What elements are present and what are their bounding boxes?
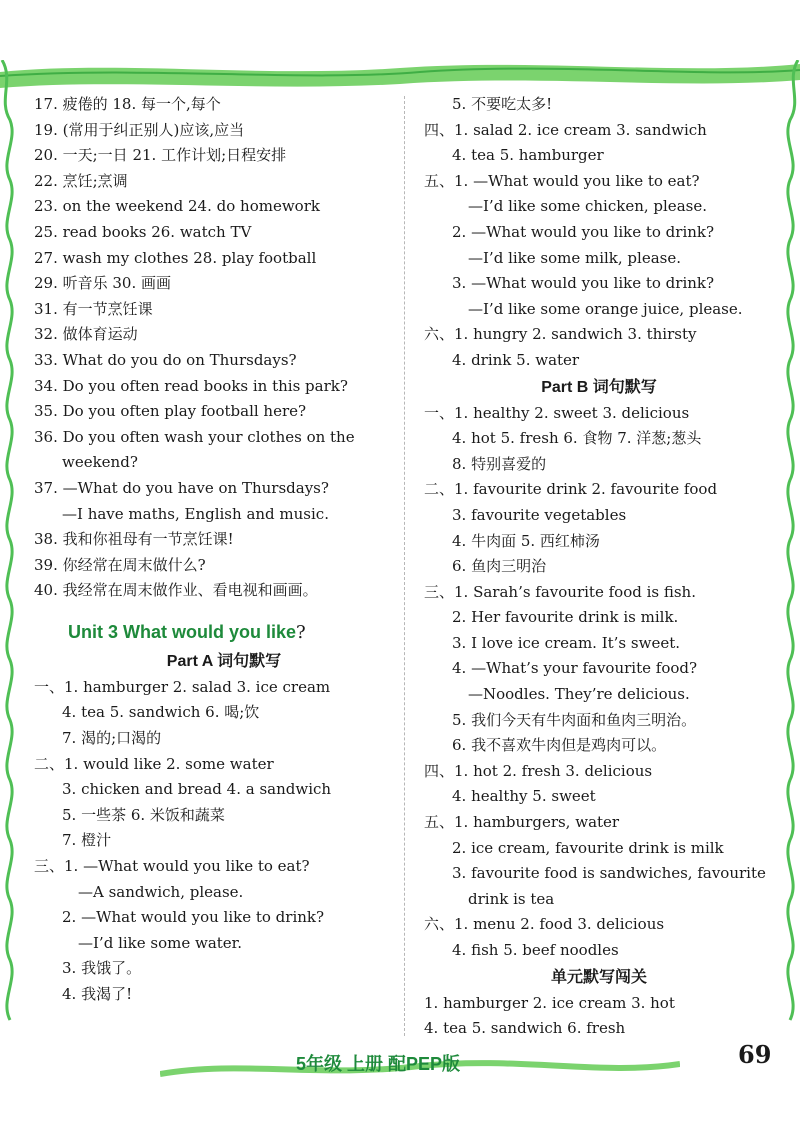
answer-line: 40. 我经常在周末做作业、看电视和画画。 — [34, 581, 318, 600]
answer-line: 2. —What would you like to drink? — [452, 222, 715, 241]
part-b-heading: Part B 词句默写 — [541, 378, 657, 396]
answer-line: 三、1. —What would you like to eat? — [34, 857, 310, 876]
answer-line: 5. 不要吃太多! — [452, 95, 553, 113]
answer-line: 6. 鱼肉三明治 — [452, 557, 547, 576]
answer-line: 20. 一天;一日 21. 工作计划;日程安排 — [34, 146, 287, 165]
answer-line: 4. healthy 5. sweet — [452, 787, 596, 806]
answer-line: 3. favourite vegetables — [452, 505, 627, 524]
answer-line: 4. tea 5. sandwich 6. fresh — [424, 1019, 626, 1038]
answer-line: drink is tea — [468, 889, 555, 908]
answer-line: 7. 渴的;口渴的 — [62, 729, 162, 748]
answer-line: 4. 牛肉面 5. 西红柿汤 — [452, 531, 600, 550]
answer-line: 六、1. menu 2. food 3. delicious — [424, 915, 665, 934]
unit-check-heading: 单元默写闯关 — [550, 968, 647, 986]
answer-line: 32. 做体育运动 — [34, 325, 138, 344]
answer-line: 7. 橙汁 — [62, 831, 112, 850]
unit-3-title — [34, 612, 414, 648]
left-answer-column — [34, 92, 414, 1008]
answer-line: 2. Her favourite drink is milk. — [452, 608, 679, 627]
answer-line: 2. ice cream, favourite drink is milk — [452, 838, 724, 857]
answer-line: 36. Do you often wash your clothes on the — [34, 427, 355, 446]
answer-line: 22. 烹饪;烹调 — [34, 171, 128, 190]
answer-line: 3. 我饿了。 — [62, 959, 142, 978]
answer-line: 23. on the weekend 24. do homework — [34, 197, 320, 216]
part-b-answer-lines — [424, 401, 774, 964]
unit-title-text: Unit 3 What would you like — [68, 621, 297, 642]
answer-line: —A sandwich, please. — [78, 882, 244, 901]
answer-line: 三、1. Sarah’s favourite food is fish. — [424, 582, 696, 601]
answer-line: 34. Do you often read books in this park? — [34, 376, 348, 395]
answer-line: 6. 我不喜欢牛肉但是鸡肉可以。 — [452, 736, 667, 755]
answer-line: —I’d like some orange juice, please. — [468, 299, 743, 318]
right-answer-column — [424, 92, 774, 1042]
answer-line: 4. —What’s your favourite food? — [452, 659, 698, 678]
answer-line: —I’d like some milk, please. — [468, 248, 681, 267]
answer-line: 五、1. —What would you like to eat? — [424, 171, 700, 190]
answer-line: —I’d like some chicken, please. — [468, 197, 707, 216]
part-a-heading: Part A 词句默写 — [166, 652, 282, 670]
answer-line: 4. 我渴了! — [62, 985, 133, 1003]
answer-line: —I’d like some water. — [78, 933, 242, 952]
answer-line: 四、1. salad 2. ice cream 3. sandwich — [424, 120, 707, 139]
answer-line: 4. drink 5. water — [452, 350, 580, 369]
answer-line: 31. 有一节烹饪课 — [34, 299, 153, 318]
answer-line: 1. hamburger 2. ice cream 3. hot — [424, 993, 675, 1012]
left-answer-lines — [34, 92, 414, 604]
answer-line: —I have maths, English and music. — [62, 504, 329, 523]
answer-line: —Noodles. They’re delicious. — [468, 685, 690, 704]
right-decorative-border — [784, 60, 800, 1040]
answer-line: 17. 疲倦的 18. 每一个,每个 — [34, 95, 221, 113]
answer-line: 五、1. hamburgers, water — [424, 813, 620, 832]
answer-line: 5. 一些茶 6. 米饭和蔬菜 — [62, 805, 225, 824]
part-a-answer-lines — [34, 675, 414, 1008]
answer-line: 27. wash my clothes 28. play football — [34, 248, 317, 267]
answer-line: 37. —What do you have on Thursdays? — [34, 478, 329, 497]
answer-line: 4. hot 5. fresh 6. 食物 7. 洋葱;葱头 — [452, 429, 702, 448]
answer-line: weekend? — [62, 453, 138, 472]
answer-line: 39. 你经常在周末做什么? — [34, 555, 206, 574]
right-answer-lines — [424, 92, 774, 374]
answer-line: 3. favourite food is sandwiches, favourite — [452, 864, 766, 883]
left-decorative-border — [0, 60, 16, 1040]
answer-line: 35. Do you often play football here? — [34, 402, 307, 421]
answer-line: 六、1. hungry 2. sandwich 3. thirsty — [424, 325, 697, 344]
answer-line: 一、1. healthy 2. sweet 3. delicious — [424, 403, 690, 422]
unit-title-question-mark: ? — [296, 621, 306, 643]
answer-line: 29. 听音乐 30. 画画 — [34, 274, 172, 293]
answer-line: 3. I love ice cream. It’s sweet. — [452, 633, 680, 652]
answer-line: 19. (常用于纠正别人)应该,应当 — [34, 120, 245, 139]
footer-grade-text: 5年级 上册 配PEP版 — [296, 1054, 461, 1074]
answer-line: 二、1. would like 2. some water — [34, 754, 274, 773]
answer-line: 四、1. hot 2. fresh 3. delicious — [424, 761, 653, 780]
answer-line: 4. tea 5. hamburger — [452, 146, 604, 165]
answer-line: 4. tea 5. sandwich 6. 喝;饮 — [62, 703, 260, 722]
answer-line: 33. What do you do on Thursdays? — [34, 350, 297, 369]
answer-line: 38. 我和你祖母有一节烹饪课! — [34, 530, 234, 549]
answer-line: 二、1. favourite drink 2. favourite food — [424, 480, 718, 499]
answer-line: 2. —What would you like to drink? — [62, 908, 325, 927]
unit-check-answer-lines — [424, 991, 774, 1042]
answer-line: 25. read books 26. watch TV — [34, 222, 252, 241]
answer-line: 5. 我们今天有牛肉面和鱼肉三明治。 — [452, 710, 697, 729]
page-number: 69 — [738, 1040, 772, 1069]
answer-line: 3. chicken and bread 4. a sandwich — [62, 780, 332, 799]
answer-line: 4. fish 5. beef noodles — [452, 941, 619, 959]
answer-line: 8. 特别喜爱的 — [452, 454, 547, 473]
answer-line: 3. —What would you like to drink? — [452, 274, 715, 293]
answer-line: 一、1. hamburger 2. salad 3. ice cream — [34, 677, 331, 696]
